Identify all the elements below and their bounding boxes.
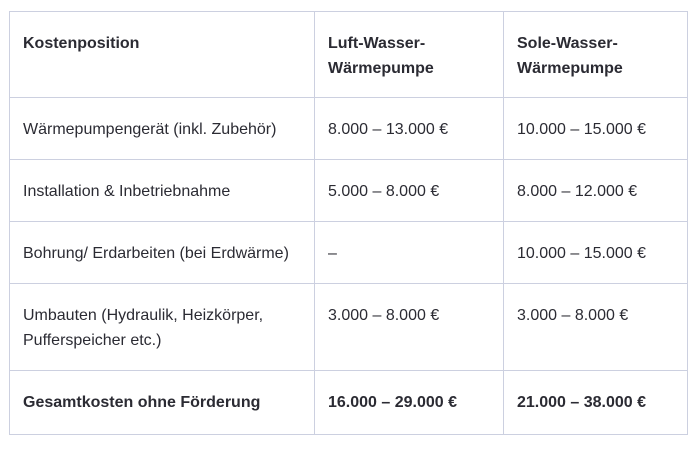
luft-wasser-value-cell: 5.000 – 8.000 €	[315, 160, 504, 222]
sole-wasser-total-cell: 21.000 – 38.000 €	[504, 371, 688, 435]
table-row	[10, 222, 688, 284]
table-row	[10, 160, 688, 222]
sole-wasser-value-cell: 10.000 – 15.000 €	[504, 98, 688, 160]
table-row	[10, 98, 688, 160]
luft-wasser-total-cell: 16.000 – 29.000 €	[315, 371, 504, 435]
row-label-cell: Umbauten (Hydraulik, Heizkörper, Pufferspeicher etc.)	[10, 284, 315, 371]
sole-wasser-value-cell: 3.000 – 8.000 €	[504, 284, 688, 371]
header-sole-wasser-waermepumpe: Sole-Wasser-Wärmepumpe	[504, 12, 688, 98]
luft-wasser-value-cell: 3.000 – 8.000 €	[315, 284, 504, 371]
heat-pump-cost-table	[9, 11, 688, 435]
sole-wasser-value-cell: 10.000 – 15.000 €	[504, 222, 688, 284]
row-label-cell: Bohrung/ Erdarbeiten (bei Erdwärme)	[10, 222, 315, 284]
luft-wasser-value-cell: 8.000 – 13.000 €	[315, 98, 504, 160]
table-row	[10, 284, 688, 371]
header-luft-wasser-waermepumpe: Luft-Wasser-Wärmepumpe	[315, 12, 504, 98]
luft-wasser-value-cell: –	[315, 222, 504, 284]
table-header-row	[10, 12, 688, 98]
row-label-cell: Wärmepumpengerät (inkl. Zubehör)	[10, 98, 315, 160]
row-label-cell: Installation & Inbetriebnahme	[10, 160, 315, 222]
table-total-row	[10, 371, 688, 435]
header-kostenposition: Kostenposition	[10, 12, 315, 98]
sole-wasser-value-cell: 8.000 – 12.000 €	[504, 160, 688, 222]
total-label-cell: Gesamtkosten ohne Förderung	[10, 371, 315, 435]
